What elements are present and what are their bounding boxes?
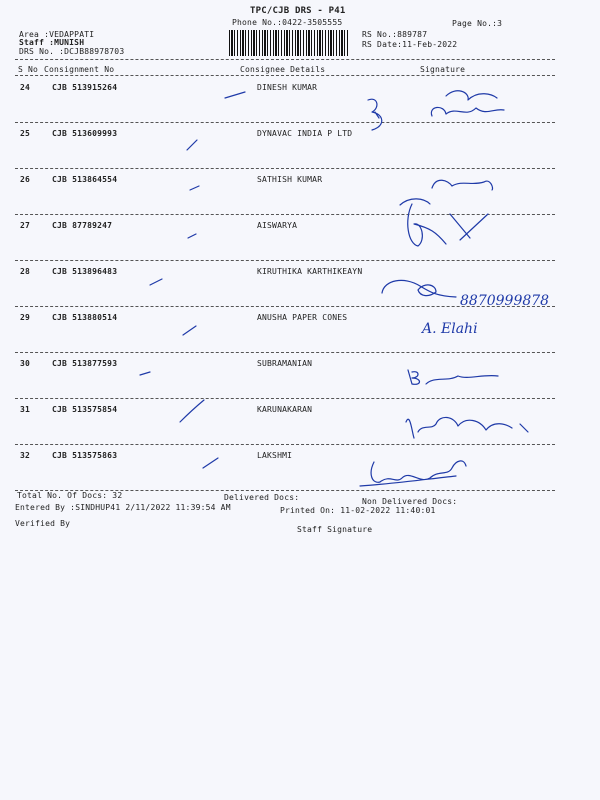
table-row — [0, 355, 600, 401]
printed-on: Printed On: 11-02-2022 11:40:01 — [280, 506, 436, 515]
row-consignee-name: DYNAVAC INDIA P LTD — [257, 129, 353, 138]
row-consignee-name: AISWARYA — [257, 221, 298, 230]
row-consignment-no: CJB 513880514 — [52, 313, 118, 322]
table-row — [0, 79, 600, 125]
table-row — [0, 171, 600, 217]
row-consignee-name: KARUNAKARAN — [257, 405, 313, 414]
verified-by: Verified By — [15, 519, 71, 528]
row-consignee-name: SATHISH KUMAR — [257, 175, 323, 184]
row-consignment-no: CJB 513575854 — [52, 405, 118, 414]
row-consignment-no: CJB 513915264 — [52, 83, 118, 92]
row-sno: 24 — [20, 83, 31, 92]
barcode — [229, 30, 349, 56]
row-divider — [15, 168, 555, 169]
row-consignment-no: CJB 513609993 — [52, 129, 118, 138]
row-divider — [15, 122, 555, 123]
row-consignment-no: CJB 513575863 — [52, 451, 118, 460]
table-row — [0, 263, 600, 309]
row-sno: 26 — [20, 175, 31, 184]
phone-number: Phone No.:0422-3505555 — [232, 18, 343, 27]
staff-signature-label: Staff Signature — [297, 525, 373, 534]
col-header-consignment: Consignment No — [44, 65, 115, 74]
total-docs: Total No. Of Docs: 32 — [17, 491, 123, 500]
row-sno: 30 — [20, 359, 31, 368]
row-sno: 25 — [20, 129, 31, 138]
table-row — [0, 125, 600, 171]
page-number: Page No.:3 — [452, 19, 503, 28]
row-consignee-name: KIRUTHIKA KARTHIKEAYN — [257, 267, 363, 276]
row-divider — [15, 306, 555, 307]
row-divider — [15, 260, 555, 261]
row-sno: 29 — [20, 313, 31, 322]
table-row — [0, 217, 600, 263]
header-divider-bottom — [15, 75, 555, 76]
row-consignment-no: CJB 513864554 — [52, 175, 118, 184]
col-header-signature: Signature — [420, 65, 466, 74]
delivered-docs: Delivered Docs: — [224, 493, 300, 502]
table-row — [0, 401, 600, 447]
row-sno: 28 — [20, 267, 31, 276]
row-consignment-no: CJB 87789247 — [52, 221, 113, 230]
row-consignee-name: DINESH KUMAR — [257, 83, 318, 92]
rs-date: RS Date:11-Feb-2022 — [362, 40, 458, 49]
table-row — [0, 447, 600, 493]
document-title: TPC/CJB DRS - P41 — [250, 6, 346, 16]
row-divider — [15, 444, 555, 445]
row-consignee-name: SUBRAMANIAN — [257, 359, 313, 368]
row-consignee-name: ANUSHA PAPER CONES — [257, 313, 348, 322]
row-consignment-no: CJB 513896483 — [52, 267, 118, 276]
area-field: Area :VEDAPPATI — [19, 30, 95, 39]
staff-field: Staff :MUNISH — [19, 38, 85, 47]
col-header-sno: S No — [18, 65, 39, 74]
signature-28-number: 8870999878 — [460, 293, 550, 309]
row-divider — [15, 398, 555, 399]
entered-by: Entered By :SINDHUP41 2/11/2022 11:39:54 AM — [15, 503, 231, 512]
header-divider-top — [15, 59, 555, 60]
row-consignment-no: CJB 513877593 — [52, 359, 118, 368]
row-sno: 32 — [20, 451, 31, 460]
signature-29: A. Elahi — [422, 321, 478, 337]
rs-number: RS No.:889787 — [362, 30, 428, 39]
drs-number: DRS No. :DCJB88978703 — [19, 47, 125, 56]
table-row — [0, 309, 600, 355]
row-consignee-name: LAKSHMI — [257, 451, 293, 460]
col-header-consignee: Consignee Details — [240, 65, 326, 74]
row-sno: 31 — [20, 405, 31, 414]
non-delivered-docs: Non Delivered Docs: — [362, 497, 458, 506]
row-sno: 27 — [20, 221, 31, 230]
row-divider — [15, 214, 555, 215]
row-divider — [15, 352, 555, 353]
